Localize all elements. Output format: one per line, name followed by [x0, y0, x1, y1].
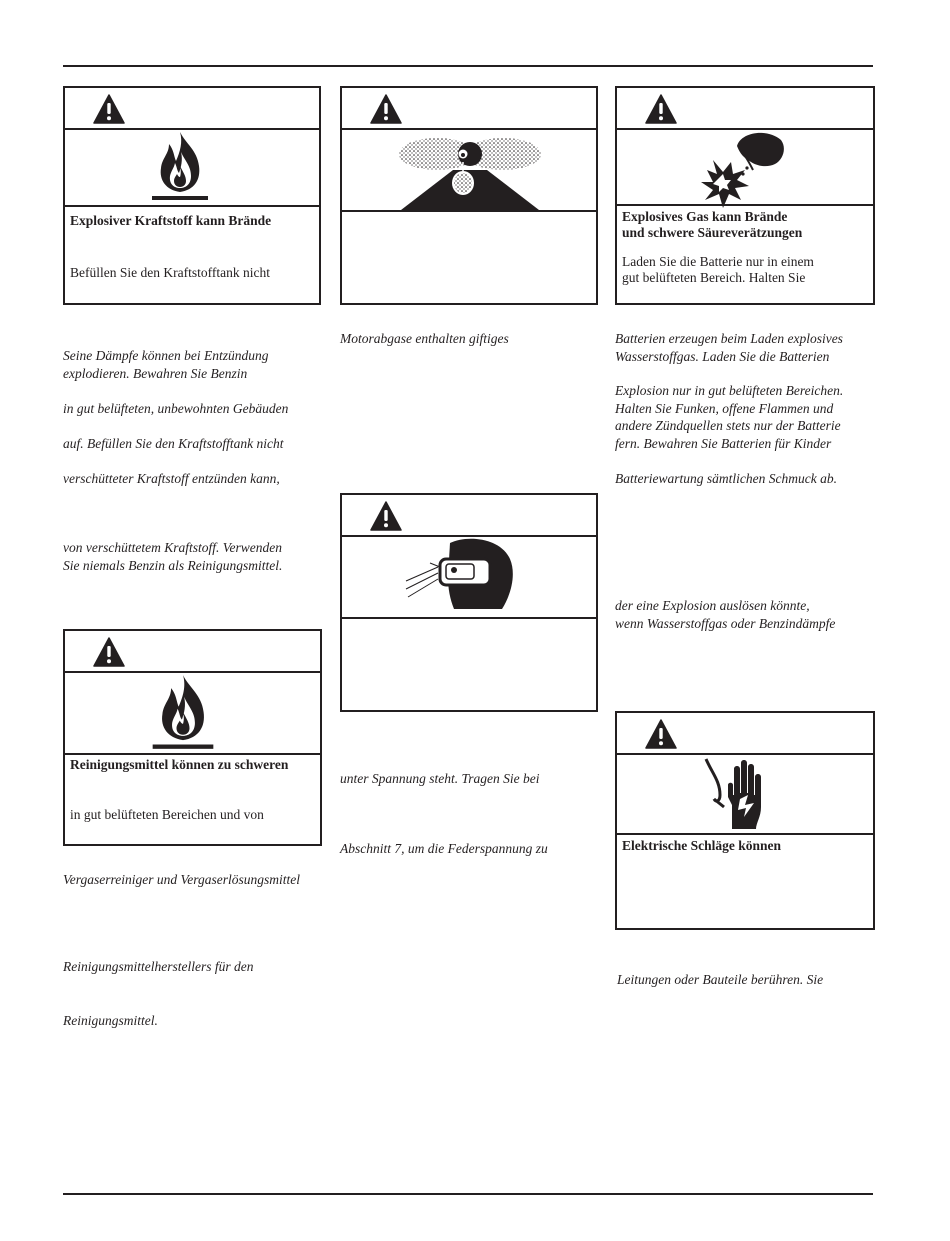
warning-header [617, 713, 873, 755]
warning-box-eye-protection [340, 493, 598, 712]
warning-header [617, 88, 873, 130]
warning-triangle-icon [93, 637, 125, 667]
warning-body: in gut belüfteten Bereichen und von [70, 807, 264, 822]
warning-triangle-icon [645, 719, 677, 749]
warning-header [65, 631, 320, 673]
warning-body-line2: gut belüfteten Bereich. Halten Sie [622, 270, 806, 285]
fuel-text-2: in gut belüfteten, unbewohnten Gebäuden [63, 401, 289, 416]
warning-title: Elektrische Schläge können [622, 838, 782, 853]
warning-triangle-icon [370, 501, 402, 531]
warning-title: Reinigungsmittel können zu schweren [70, 757, 289, 772]
warning-box-battery [615, 86, 875, 305]
warning-separator [65, 753, 320, 755]
warning-header [342, 88, 596, 130]
warning-title-line2: und schwere Säureverätzungen [622, 225, 803, 240]
warning-triangle-icon [93, 94, 125, 124]
warning-body-line1: Laden Sie die Batterie nur in einem [622, 254, 814, 269]
warning-separator [342, 617, 596, 619]
fuel-text-1: Seine Dämpfe können bei Entzündung explodieren. Bewahren Sie Benzin [63, 348, 269, 381]
warning-header [342, 495, 596, 537]
warning-header [65, 88, 319, 130]
electric-shock-icon [702, 755, 778, 831]
eye-protection-icon [404, 537, 516, 613]
bottom-rule [63, 1193, 873, 1195]
exhaust-text-1: Motorabgase enthalten giftiges [340, 331, 509, 346]
shock-text-1: Leitungen oder Bauteile berühren. Sie [617, 972, 824, 987]
fire-hazard-icon [152, 130, 208, 202]
warning-title-line1: Explosives Gas kann Brände [622, 209, 788, 224]
warning-triangle-icon [370, 94, 402, 124]
warning-separator [342, 210, 596, 212]
fuel-text-5: von verschüttetem Kraftstoff. Verwenden Sie niemals Benzin als Reinigungsmittel. [63, 540, 283, 573]
battery-text-2: Explosion nur in gut belüfteten Bereichen. Halten Sie Funken, offene Flammen und andere Zündquellen stets nur der Batterie fern. Bewahren Sie Batterien für Kinder [615, 383, 844, 451]
battery-text-1: Batterien erzeugen beim Laden explosives Wasserstoffgas. Laden Sie die Batterien [615, 331, 843, 364]
fuel-text-3: auf. Befüllen Sie den Kraftstofftank nicht [63, 436, 284, 451]
eye-text-1: unter Spannung steht. Tragen Sie bei [340, 771, 540, 786]
eye-text-2: Abschnitt 7, um die Federspannung zu [340, 841, 548, 856]
warning-triangle-icon [645, 94, 677, 124]
battery-text-3: Batteriewartung sämtlichen Schmuck ab. [615, 471, 837, 486]
battery-text-4: der eine Explosion auslösen könnte, wenn Wasserstoffgas oder Benzindämpfe [615, 598, 836, 631]
warning-box-cleaning [63, 629, 322, 846]
warning-body: Befüllen Sie den Kraftstofftank nicht [70, 265, 270, 280]
fire-hazard-icon [152, 673, 214, 751]
warning-box-electric-shock [615, 711, 875, 930]
toxic-fumes-icon [397, 130, 543, 210]
warning-separator [617, 833, 873, 835]
cleaning-text-3: Reinigungsmittel. [63, 1013, 158, 1028]
cleaning-text-1: Vergaserreiniger und Vergaserlösungsmittel [63, 872, 300, 887]
warning-separator [65, 205, 319, 207]
warning-separator [617, 204, 873, 206]
battery-explosion-icon [697, 130, 787, 208]
cleaning-text-2: Reinigungsmittelherstellers für den [63, 959, 254, 974]
top-rule [63, 65, 873, 67]
warning-box-exhaust [340, 86, 598, 305]
warning-box-fuel [63, 86, 321, 305]
warning-title: Explosiver Kraftstoff kann Brände [70, 213, 272, 228]
fuel-text-4: verschütteter Kraftstoff entzünden kann, [63, 471, 280, 486]
